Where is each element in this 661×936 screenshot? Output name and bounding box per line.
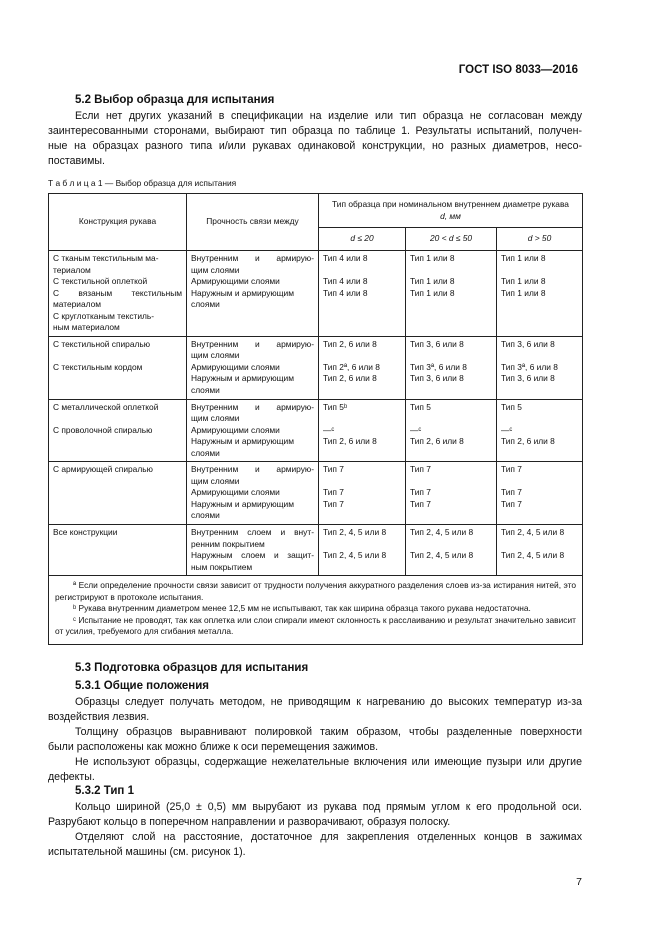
cell-line: Тип 7: [501, 464, 522, 474]
cell-line: [323, 413, 401, 425]
table-row-1-bond: [187, 251, 319, 337]
cell-line: щим слоями: [191, 475, 240, 486]
cell-line: [53, 350, 182, 362]
section-5-3-1-line-4: были расположены как можно ближе к оси перемещения зажимов.: [48, 741, 379, 753]
col-header-group: [319, 194, 583, 228]
cell-line: Тип 1 или 8: [501, 287, 546, 298]
cell-line: [323, 350, 401, 362]
section-5-3-2-title: 5.3.2 Тип 1: [75, 785, 134, 797]
cell-line: С текстильной оплеткой: [53, 276, 148, 286]
cell-line: С вязаным текстильным: [53, 287, 182, 298]
cell-line: —ᶜ: [323, 424, 335, 435]
cell-line: Армирующими слоями: [191, 276, 280, 286]
cell-line: С текстильным кордом: [53, 361, 143, 372]
cell-line: слоями: [191, 384, 220, 395]
cell-line: Наружным слоем и защит-: [191, 550, 314, 560]
cell-line: Наружным и армирующим: [191, 498, 294, 509]
cell-line: С проволочной спиралью: [53, 424, 153, 435]
cell-line: [410, 539, 492, 551]
cell-line: слоями: [191, 299, 220, 309]
cell-line: Тип 1 или 8: [410, 287, 455, 298]
cell-line: Тип 5ᵇ: [323, 401, 348, 412]
table-row-1-d50: [406, 251, 497, 337]
cell-line: териалом: [53, 264, 91, 275]
table-row-4-d50: [406, 462, 497, 525]
cell-line: [501, 413, 578, 425]
section-5-3-1-line-2: воздействия лезвия.: [48, 711, 150, 723]
cell-line: Тип 2, 4, 5 или 8: [410, 527, 474, 537]
table-row-4-bond: [187, 462, 319, 525]
cell-line: Наружным и армирующим: [191, 287, 294, 298]
cell-line: Тип 2, 6 или 8: [501, 436, 555, 446]
cell-line: Тип 3, 6 или 8: [410, 338, 464, 349]
section-5-2-line-4: поставимы.: [48, 155, 105, 167]
col-header-d-gt-50: d > 50: [497, 228, 583, 251]
cell-line: Тип 2, 6 или 8: [323, 436, 377, 446]
col-header-d-le-20: d ≤ 20: [319, 228, 406, 251]
document-header: ГОСТ ISO 8033—2016: [458, 64, 578, 76]
table-row-3-d50: [406, 399, 497, 462]
cell-line: Тип 2, 4, 5 или 8: [501, 527, 565, 537]
cell-line: Наружным и армирующим: [191, 373, 294, 383]
cell-line: С текстильной спиралью: [53, 338, 151, 349]
table-row-3-d20: [319, 399, 406, 462]
section-5-3-2-line-4: испытательной машины (см. рисунок 1).: [48, 846, 246, 858]
cell-line: [501, 265, 578, 277]
section-5-2-line-1: Если нет других указаний в спецификации на изделие или тип образца не согласован между: [75, 110, 582, 122]
col-header-bond: Прочность связи между: [187, 194, 319, 251]
specimen-selection-table: [48, 193, 583, 645]
cell-line: Тип 3ª, 6 или 8: [501, 361, 558, 372]
cell-line: Тип 4 или 8: [323, 287, 368, 298]
cell-line: Армирующими слоями: [191, 361, 280, 372]
cell-line: Тип 2, 6 или 8: [410, 436, 464, 446]
section-5-3-title: 5.3 Подготовка образцов для испытания: [75, 662, 309, 674]
section-5-2-line-2: заинтересованными сторонами, выбирают тип образца по таблице 1. Результаты испытаний, получен-: [48, 125, 582, 137]
cell-line: Тип 7: [410, 498, 431, 509]
table-row-3-dgt: [497, 399, 583, 462]
table-row-2-dgt: [497, 336, 583, 399]
page-number: 7: [576, 876, 582, 888]
cell-line: ренним покрытием: [191, 538, 265, 549]
table-row-2-d50: [406, 336, 497, 399]
table-caption: Т а б л и ц а 1 — Выбор образца для испытания: [48, 178, 237, 188]
cell-line: Тип 7: [501, 498, 522, 509]
cell-line: Внутренним и армирую-: [191, 401, 314, 412]
cell-line: Армирующими слоями: [191, 424, 280, 435]
section-5-3-1-title: 5.3.1 Общие положения: [75, 680, 210, 692]
cell-line: Тип 2, 4, 5 или 8: [323, 550, 387, 560]
cell-line: слоями: [191, 447, 220, 458]
cell-line: ным покрытием: [191, 561, 253, 572]
table-row-3-bond: [187, 399, 319, 462]
section-5-3-1-line-1: Образцы следует получать методом, не приводящим к нагреванию до высоких температур из-за: [75, 696, 582, 708]
cell-line: Тип 7: [410, 487, 431, 497]
cell-line: Армирующими слоями: [191, 487, 280, 497]
table-row-4-dgt: [497, 462, 583, 525]
cell-line: щим слоями: [191, 413, 240, 423]
table-row-4-construction: [49, 462, 187, 525]
cell-line: Тип 7: [501, 487, 522, 497]
cell-line: щим слоями: [191, 264, 240, 275]
cell-line: С круглотканым текстиль-: [53, 310, 155, 321]
cell-line: Тип 5: [501, 401, 522, 412]
cell-line: Тип 4 или 8: [323, 253, 368, 263]
cell-line: Тип 1 или 8: [410, 253, 455, 263]
cell-line: ным материалом: [53, 322, 120, 332]
cell-line: Тип 7: [410, 464, 431, 474]
footnote-c: ᶜ Испытание не проводят, так как оплетка или слои спирали имеют склонность к расслаиванию и результат значительно зависит от усилия, требуемого для сгибания металла.: [55, 614, 577, 636]
table-row-5-construction: [49, 525, 187, 576]
table-row-5-d50: [406, 525, 497, 576]
cell-line: Тип 4 или 8: [323, 276, 368, 286]
cell-line: Тип 1 или 8: [501, 253, 546, 263]
footnote-b: ᵇ Рукава внутренним диаметром менее 12,5 мм не испытывают, так как ширина образца такого рукава недостаточна.: [73, 603, 531, 613]
cell-line: Тип 5: [410, 401, 431, 412]
table-footnotes: [49, 576, 583, 645]
cell-line: Тип 2, 6 или 8: [323, 338, 377, 349]
section-5-3-2-line-2: Разрубают кольцо в поперечном направлении и разворачивают, образуя полоску.: [48, 816, 451, 828]
table-row-5-dgt: [497, 525, 583, 576]
cell-line: Тип 7: [323, 487, 344, 497]
col-header-d-20-50: 20 < d ≤ 50: [406, 228, 497, 251]
table-row-4-d20: [319, 462, 406, 525]
cell-line: Все конструкции: [53, 527, 118, 537]
cell-line: [53, 413, 182, 425]
cell-line: [323, 539, 401, 551]
table-row-5-bond: [187, 525, 319, 576]
table-row-1-construction: [49, 251, 187, 337]
section-5-3-2-line-1: Кольцо шириной (25,0 ± 0,5) мм вырубают из рукава под прямым углом к его продольной оси.: [75, 801, 582, 813]
cell-line: Наружным и армирующим: [191, 436, 294, 446]
cell-line: слоями: [191, 510, 220, 520]
cell-line: С армирующей спиралью: [53, 464, 153, 474]
table-row-1-d20: [319, 251, 406, 337]
col-header-group-line-1: Тип образца при номинальном внутреннем диаметре рукава: [332, 199, 569, 209]
table-row-2-construction: [49, 336, 187, 399]
col-header-construction: Конструкция рукава: [49, 194, 187, 251]
cell-line: материалом: [53, 299, 102, 309]
cell-line: Тип 7: [323, 498, 344, 509]
cell-line: С тканым текстильным ма-: [53, 253, 159, 263]
cell-line: Тип 2, 4, 5 или 8: [501, 550, 565, 560]
section-5-3-2-line-3: Отделяют слой на расстояние, достаточное для закрепления отделенных концов в зажимах: [75, 831, 582, 843]
cell-line: Тип 2, 6 или 8: [323, 373, 377, 383]
cell-line: Тип 2, 4, 5 или 8: [323, 527, 387, 537]
col-header-group-line-2: d, мм: [440, 210, 461, 221]
cell-line: [323, 265, 401, 277]
cell-line: Тип 1 или 8: [410, 276, 455, 286]
cell-line: [501, 476, 578, 488]
cell-line: [501, 350, 578, 362]
cell-line: [410, 476, 492, 488]
cell-line: Тип 3ª, 6 или 8: [410, 361, 467, 372]
cell-line: [410, 265, 492, 277]
table-row-2-bond: [187, 336, 319, 399]
cell-line: Тип 3, 6 или 8: [410, 373, 464, 383]
section-5-3-1-line-5: Не используют образцы, содержащие нежелательные включения или имеющие пузыри или другие: [75, 756, 582, 768]
table-row-3-construction: [49, 399, 187, 462]
cell-line: Тип 3, 6 или 8: [501, 373, 555, 383]
cell-line: С металлической оплеткой: [53, 401, 159, 412]
section-5-3-1-line-6: дефекты.: [48, 771, 95, 783]
cell-line: [501, 539, 578, 551]
cell-line: Внутренним и армирую-: [191, 464, 314, 474]
cell-line: Внутренним и армирую-: [191, 253, 314, 263]
cell-line: Тип 1 или 8: [501, 276, 546, 286]
cell-line: —ᶜ: [410, 424, 422, 435]
footnote-a: ª Если определение прочности связи зависит от трудности получения аккуратного разделения слоев из-за истирания нитей, это регистрируют в протоколе испытания.: [55, 580, 577, 602]
table-row-1-dgt: [497, 251, 583, 337]
cell-line: [410, 350, 492, 362]
section-5-3-1-line-3: Толщину образцов выравнивают полировкой таким образом, чтобы разделенные поверхности: [75, 726, 582, 738]
cell-line: —ᶜ: [501, 424, 513, 435]
cell-line: Внутренним слоем и внут-: [191, 527, 314, 537]
cell-line: Внутренним и армирую-: [191, 338, 314, 349]
table-row-5-d20: [319, 525, 406, 576]
cell-line: Тип 2ª, 6 или 8: [323, 361, 380, 372]
cell-line: Тип 7: [323, 464, 344, 474]
cell-line: Тип 3, 6 или 8: [501, 338, 555, 349]
table-row-2-d20: [319, 336, 406, 399]
section-5-2-title: 5.2 Выбор образца для испытания: [75, 94, 275, 106]
cell-line: щим слоями: [191, 350, 240, 360]
cell-line: [323, 476, 401, 488]
section-5-2-line-3: ные на образцах разного типа и/или рукавах одинаковой конструкции, но разных диаметров, несо-: [48, 140, 582, 152]
cell-line: Тип 2, 4, 5 или 8: [410, 550, 474, 560]
cell-line: [410, 413, 492, 425]
